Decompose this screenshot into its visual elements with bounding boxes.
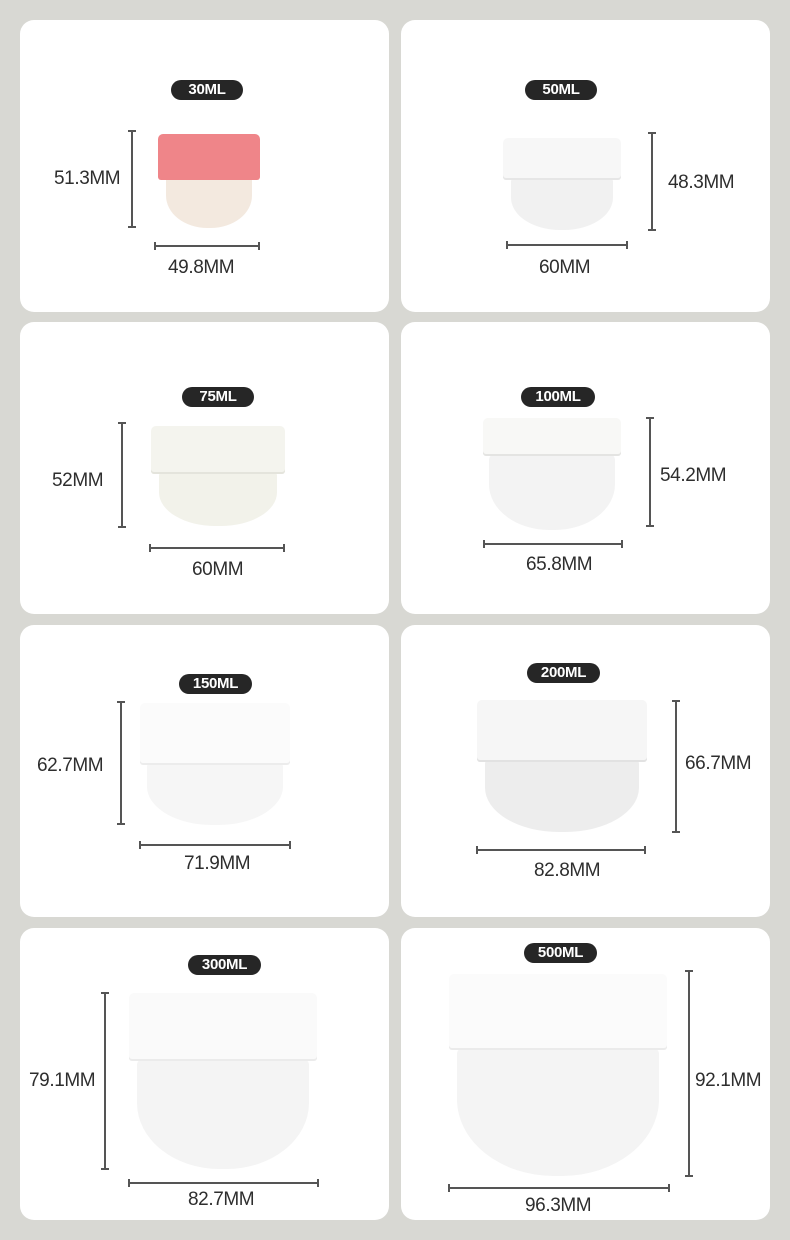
jar-lid (129, 993, 317, 1061)
jar-image (477, 700, 647, 832)
height-dimension-line (121, 422, 123, 528)
capacity-badge: 100ML (521, 387, 595, 407)
height-dimension-line (675, 700, 677, 833)
width-dimension-line (139, 844, 291, 846)
jar-body (147, 761, 283, 825)
jar-body (137, 1059, 309, 1169)
product-card-150ml (20, 625, 389, 917)
width-label: 71.9MM (184, 853, 251, 874)
width-label: 60MM (539, 257, 591, 278)
jar-body (489, 454, 615, 530)
capacity-badge: 50ML (525, 80, 597, 100)
jar-body (159, 470, 277, 526)
width-dimension-line (506, 244, 628, 246)
jar-lid (158, 134, 260, 180)
product-card-50ml (401, 20, 770, 312)
product-card-200ml (401, 625, 770, 917)
product-card-75ml (20, 322, 389, 614)
width-label: 82.7MM (188, 1189, 255, 1210)
width-label: 65.8MM (526, 554, 593, 575)
width-label: 82.8MM (534, 860, 601, 881)
height-dimension-line (688, 970, 690, 1177)
height-dimension-line (104, 992, 106, 1170)
jar-body (511, 176, 613, 230)
height-label: 62.7MM (37, 755, 104, 776)
height-label: 52MM (52, 470, 104, 491)
width-label: 49.8MM (168, 257, 235, 278)
height-label: 51.3MM (54, 168, 121, 189)
capacity-badge: 150ML (179, 674, 252, 694)
jar-lid (477, 700, 647, 762)
width-dimension-line (149, 547, 285, 549)
capacity-badge: 75ML (182, 387, 254, 407)
product-card-300ml (20, 928, 389, 1220)
capacity-badge: 200ML (527, 663, 600, 683)
capacity-badge: 500ML (524, 943, 597, 963)
product-card-30ml (20, 20, 389, 312)
jar-image (151, 426, 285, 526)
product-card-100ml (401, 322, 770, 614)
jar-image (140, 703, 290, 825)
jar-lid (503, 138, 621, 180)
jar-body (457, 1048, 659, 1176)
jar-lid (483, 418, 621, 456)
height-dimension-line (651, 132, 653, 231)
height-label: 48.3MM (668, 172, 735, 193)
capacity-badge: 300ML (188, 955, 261, 975)
width-label: 60MM (192, 559, 244, 580)
jar-body (485, 758, 639, 832)
jar-image (158, 134, 260, 228)
width-dimension-line (483, 543, 623, 545)
height-dimension-line (131, 130, 133, 228)
width-dimension-line (128, 1182, 319, 1184)
jar-image (129, 993, 317, 1169)
height-dimension-line (649, 417, 651, 527)
width-dimension-line (476, 849, 646, 851)
product-card-500ml (401, 928, 770, 1220)
height-label: 92.1MM (695, 1070, 762, 1091)
height-label: 54.2MM (660, 465, 727, 486)
jar-lid (151, 426, 285, 474)
jar-body (166, 174, 252, 228)
jar-image (449, 974, 667, 1176)
height-label: 66.7MM (685, 753, 752, 774)
jar-image (503, 138, 621, 230)
capacity-badge: 30ML (171, 80, 243, 100)
width-dimension-line (154, 245, 260, 247)
jar-lid (449, 974, 667, 1050)
width-dimension-line (448, 1187, 670, 1189)
height-dimension-line (120, 701, 122, 825)
height-label: 79.1MM (29, 1070, 96, 1091)
width-label: 96.3MM (525, 1195, 592, 1216)
jar-lid (140, 703, 290, 765)
jar-image (483, 418, 621, 530)
